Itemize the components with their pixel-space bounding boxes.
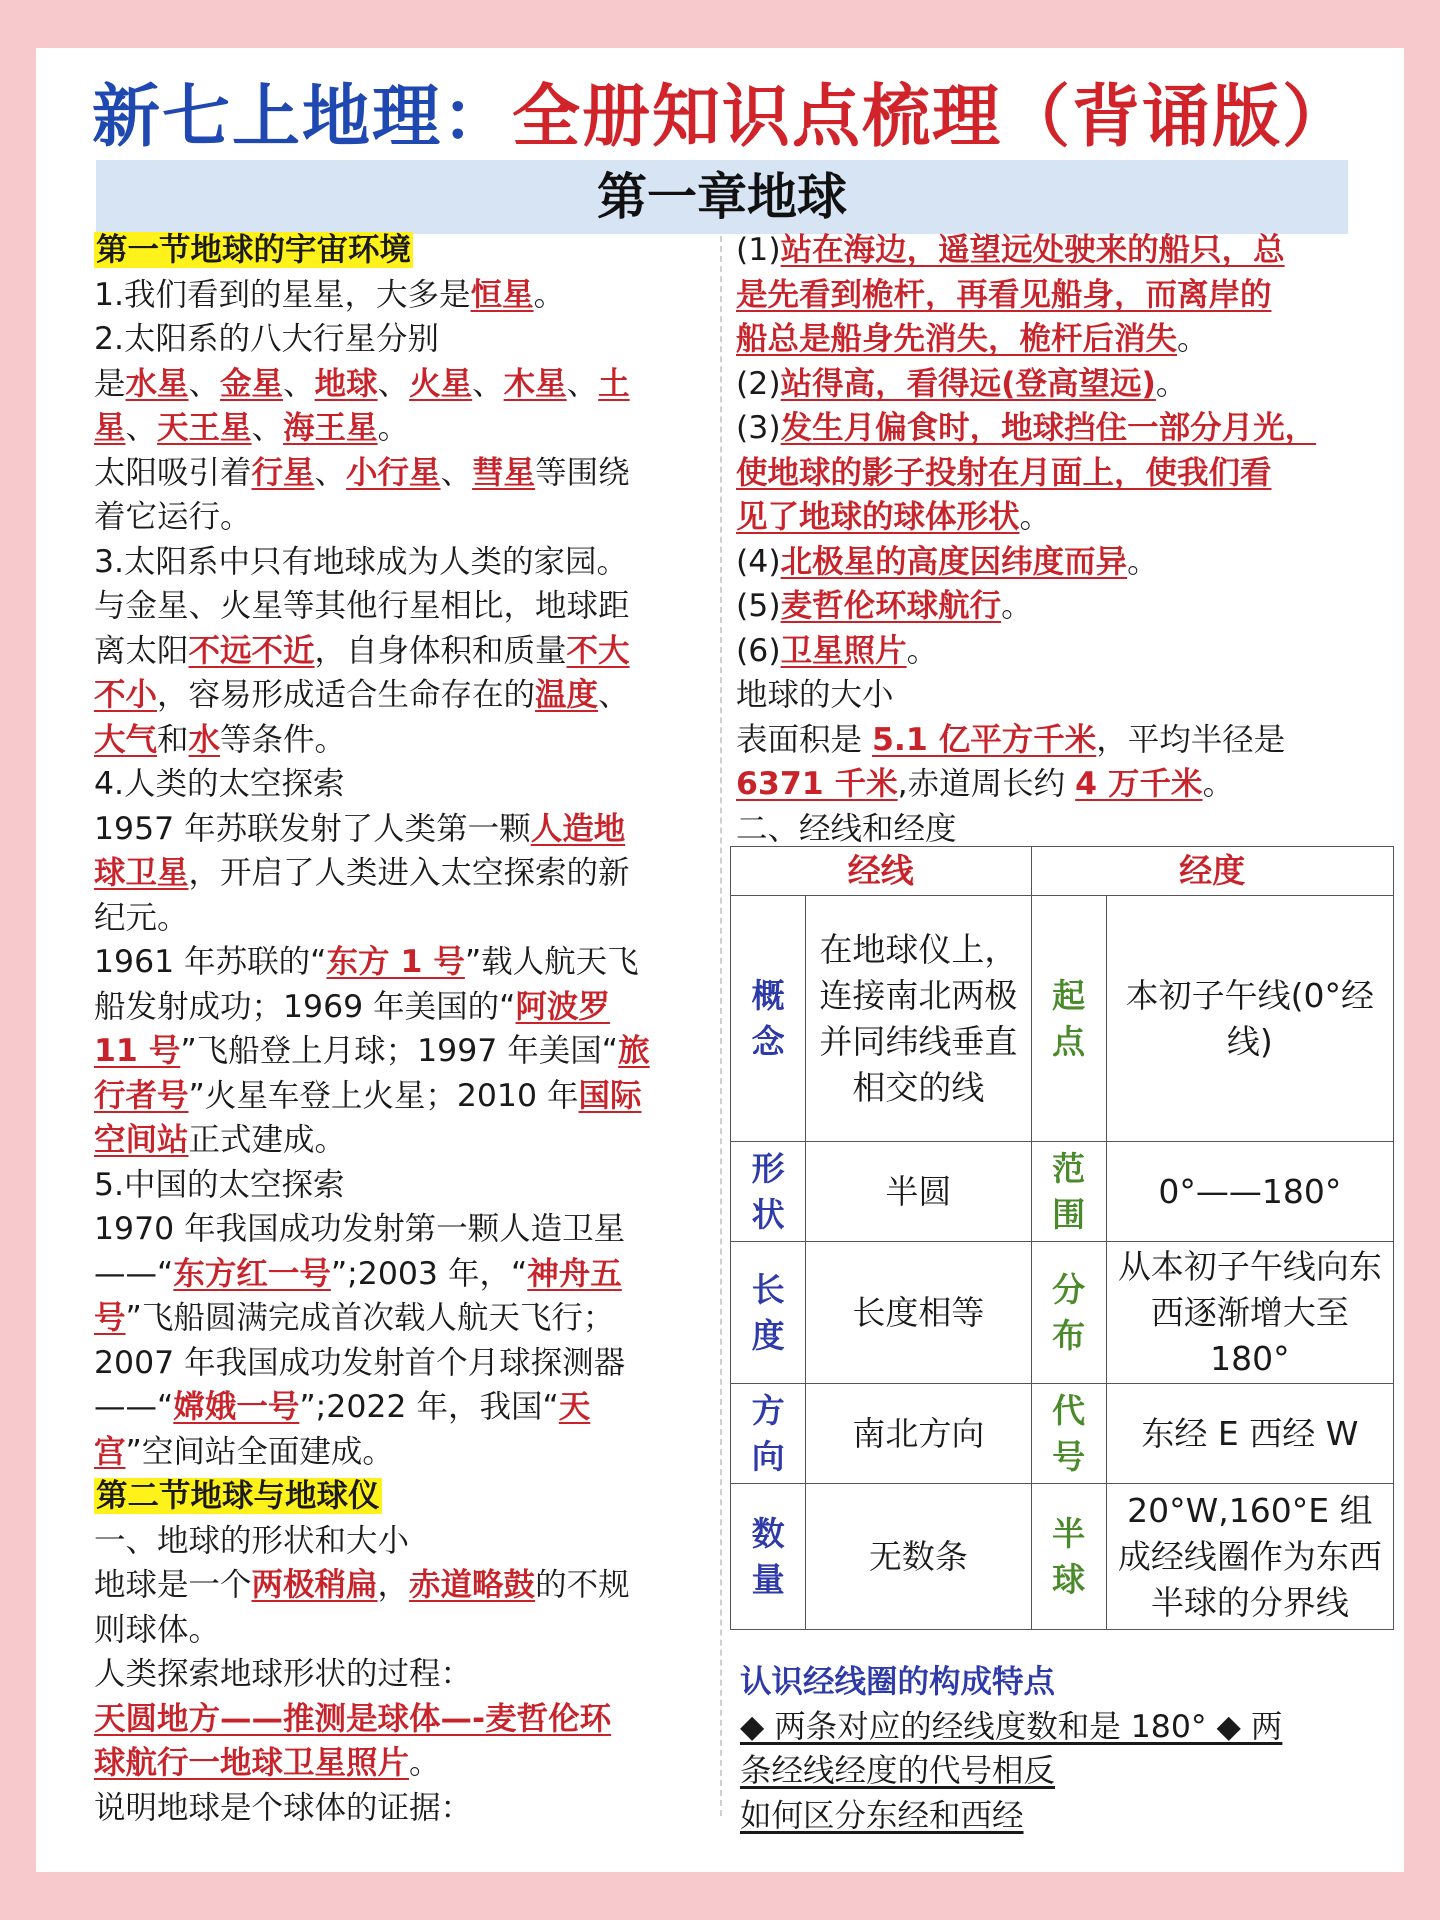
table-row <box>731 1384 1394 1484</box>
row-label: 分 布 <box>1031 1242 1106 1384</box>
section-heading: 第一节地球的宇宙环境 <box>96 232 412 268</box>
row-label: 长 度 <box>731 1242 806 1384</box>
text-line: 二、经线和经度 <box>736 810 957 847</box>
table-cell: 半圆 <box>806 1142 1031 1242</box>
text-line: 1.我们看到的星星，大多是恒星。 <box>94 276 566 313</box>
notes-heading: 认识经线圈的构成特点 <box>740 1664 1056 1700</box>
table-header-meridian: 经线 <box>731 847 1032 896</box>
text-line: 是水星、金星、地球、火星、木星、土 <box>94 365 630 402</box>
row-label: 数 量 <box>731 1484 806 1630</box>
text-line: (3)发生月偏食时，地球挡住一部分月光， <box>736 410 1317 446</box>
row-label: 方 向 <box>731 1384 806 1484</box>
row-label: 形 状 <box>731 1142 806 1242</box>
page-title <box>92 68 1352 168</box>
title-part1: 新七上地理： <box>92 78 513 157</box>
table-cell: 在地球仪上，连接南北两极并同纬线垂直相交的线 <box>806 896 1031 1142</box>
table-cell: 20°W,160°E 组成经线圈作为东西半球的分界线 <box>1106 1484 1393 1630</box>
table-cell: 南北方向 <box>806 1384 1031 1484</box>
text-line: 纪元。 <box>94 899 189 936</box>
text-line: 一、地球的形状和大小 <box>94 1522 410 1559</box>
text-line: 宫”空间站全面建成。 <box>94 1433 394 1470</box>
row-label: 半 球 <box>1031 1484 1106 1630</box>
section-heading: 第二节地球与地球仪 <box>96 1478 380 1514</box>
text-line: 与金星、火星等其他行星相比，地球距 <box>94 588 630 624</box>
text-line: 不小，容易形成适合生命存在的温度、 <box>94 677 630 713</box>
text-line: ◆ 两条对应的经线度数和是 180° ◆ 两 <box>740 1708 1283 1745</box>
text-line: 见了地球的球体形状。 <box>736 499 1052 535</box>
table-row <box>731 1242 1394 1384</box>
row-label: 概 念 <box>731 896 806 1142</box>
text-line: 地球是一个两极稍扁，赤道略鼓的不规 <box>94 1567 630 1603</box>
meridian-circle-notes <box>740 1660 1400 1838</box>
text-line: 1961 年苏联的“东方 1 号”载人航天飞 <box>94 944 639 980</box>
table-cell: 从本初子午线向东西逐渐增大至 180° <box>1106 1242 1393 1384</box>
text-line: 2007 年我国成功发射首个月球探测器 <box>94 1344 626 1381</box>
text-line: 2.太阳系的八大行星分别 <box>94 321 440 357</box>
text-line: 使地球的影子投射在月面上，使我们看 <box>736 454 1272 491</box>
text-line: 是先看到桅杆，再看见船身，而离岸的 <box>736 276 1272 313</box>
text-line: 5.中国的太空探索 <box>94 1166 345 1203</box>
text-line: 球卫星，开启了人类进入太空探索的新 <box>94 855 630 891</box>
table-cell: 无数条 <box>806 1484 1031 1630</box>
chapter-title: 第一章地球 <box>96 160 1348 234</box>
text-line: 天圆地方——推测是球体—-麦哲伦环 <box>94 1700 612 1737</box>
text-line: 船总是船身先消失，桅杆后消失。 <box>736 321 1209 357</box>
text-line: 1957 年苏联发射了人类第一颗人造地 <box>94 810 626 847</box>
text-line: 6371 千米,赤道周长约 4 万千米。 <box>736 766 1235 802</box>
table-row <box>731 896 1394 1142</box>
table-cell: 东经 E 西经 W <box>1106 1384 1393 1484</box>
text-line: 行者号”火星车登上火星；2010 年国际 <box>94 1077 642 1114</box>
text-line: 太阳吸引着行星、小行星、彗星等围绕 <box>94 454 630 491</box>
text-line: ——“东方红一号”;2003 年，“神舟五 <box>94 1255 622 1292</box>
text-line: (1)站在海边，遥望远处驶来的船只，总 <box>736 232 1285 268</box>
text-line: 人类探索地球形状的过程： <box>94 1656 473 1692</box>
text-line: (4)北极星的高度因纬度而异。 <box>736 543 1159 580</box>
text-line: (6)卫星照片。 <box>736 632 939 669</box>
right-column <box>736 228 1386 851</box>
text-line: 如何区分东经和西经 <box>740 1797 1024 1834</box>
text-line: 4.人类的太空探索 <box>94 766 345 802</box>
text-line: 1970 年我国成功发射第一颗人造卫星 <box>94 1211 626 1247</box>
text-line: 着它运行。 <box>94 499 252 535</box>
text-line: 条经线经度的代号相反 <box>740 1753 1056 1789</box>
text-line: 3.太阳系中只有地球成为人类的家园。 <box>94 543 629 580</box>
text-line: 11 号”飞船登上月球；1997 年美国“旅 <box>94 1033 650 1069</box>
text-line: 船发射成功；1969 年美国的“阿波罗 <box>94 988 611 1025</box>
column-divider <box>720 236 722 1816</box>
text-line: 表面积是 5.1 亿平方千米，平均半径是 <box>736 721 1286 758</box>
title-part2: 全册知识点梳理（背诵版） <box>512 78 1353 157</box>
table-cell: 长度相等 <box>806 1242 1031 1384</box>
text-line: 地球的大小 <box>736 677 894 713</box>
table-cell: 本初子午线(0°经线) <box>1106 896 1393 1142</box>
row-label: 代 号 <box>1031 1384 1106 1484</box>
text-line: 则球体。 <box>94 1611 221 1648</box>
text-line: 球航行一地球卫星照片。 <box>94 1745 441 1781</box>
text-line: 空间站正式建成。 <box>94 1122 347 1158</box>
meridian-longitude-table <box>730 846 1394 1630</box>
text-line: 说明地球是个球体的证据： <box>94 1789 473 1826</box>
text-line: 号”飞船圆满完成首次载人航天飞行； <box>94 1300 615 1336</box>
text-line: 大气和水等条件。 <box>94 721 347 758</box>
table-cell: 0°——180° <box>1106 1142 1393 1242</box>
table-row <box>731 1142 1394 1242</box>
row-label: 范 围 <box>1031 1142 1106 1242</box>
row-label: 起 点 <box>1031 896 1106 1142</box>
left-column <box>94 228 714 1830</box>
table-row <box>731 1484 1394 1630</box>
text-line: (5)麦哲伦环球航行。 <box>736 588 1033 624</box>
page-sheet <box>36 48 1404 1872</box>
text-line: 星、天王星、海王星。 <box>94 410 410 446</box>
table-header-longitude: 经度 <box>1031 847 1393 896</box>
text-line: 离太阳不远不近，自身体积和质量不大 <box>94 632 630 669</box>
text-line: ——“嫦娥一号”;2022 年，我国“天 <box>94 1389 591 1425</box>
text-line: (2)站得高，看得远(登高望远)。 <box>736 365 1188 402</box>
